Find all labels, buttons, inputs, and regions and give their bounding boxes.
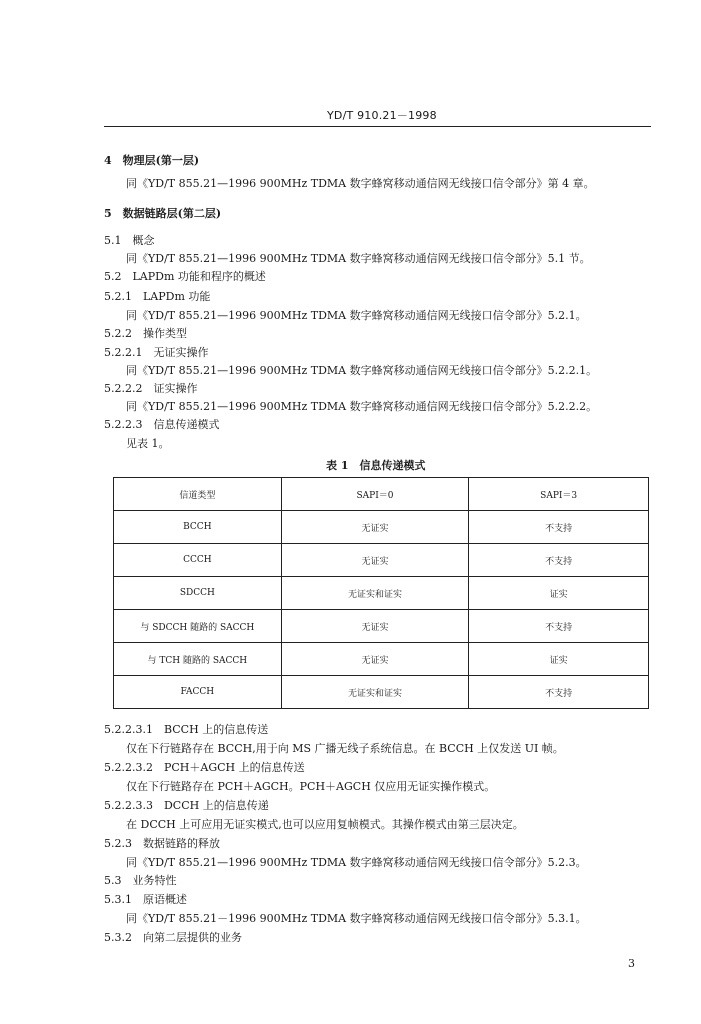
section-heading: 5.2.3 数据链路的释放 — [104, 837, 220, 850]
table-cell: 不支持 — [469, 676, 649, 709]
table-header-cell: SAPI＝0 — [281, 478, 469, 511]
paragraph: 仅在下行链路存在 PCH＋AGCH。PCH＋AGCH 仅应用无证实操作模式。 — [126, 780, 496, 793]
section-heading: 5.2.2.3.1 BCCH 上的信息传送 — [104, 723, 269, 736]
table-cell: 无证实和证实 — [281, 676, 469, 709]
paragraph: 同《YD/T 855.21—1996 900MHz TDMA 数字蜂窝移动通信网无线接口信令部分》5.2.2.2。 — [126, 400, 598, 413]
section-heading: 5.2.2.3.3 DCCH 上的信息传递 — [104, 799, 269, 812]
paragraph: 同《YD/T 855.21－1996 900MHz TDMA 数字蜂窝移动通信网无线接口信令部分》5.3.1。 — [126, 912, 587, 925]
section-heading: 5.2.2.1 无证实操作 — [104, 346, 209, 359]
section-heading: 5 数据链路层(第二层) — [104, 207, 222, 220]
table-cell: 无证实 — [281, 511, 469, 544]
table-row — [114, 643, 649, 676]
table-row — [114, 610, 649, 643]
section-heading: 5.3.1 原语概述 — [104, 893, 187, 906]
section-heading: 5.2.2.2 证实操作 — [104, 382, 198, 395]
section-heading: 5.2 LAPDm 功能和程序的概述 — [104, 270, 266, 283]
table-cell: 无证实 — [281, 544, 469, 577]
paragraph: 同《YD/T 855.21—1996 900MHz TDMA 数字蜂窝移动通信网无线接口信令部分》第 4 章。 — [126, 177, 595, 190]
table-cell: 不支持 — [469, 544, 649, 577]
table-cell: SDCCH — [114, 577, 282, 610]
section-heading: 5.2.2 操作类型 — [104, 327, 187, 340]
section-heading: 4 物理层(第一层) — [104, 154, 200, 167]
page-number: 3 — [628, 957, 635, 970]
table-cell: BCCH — [114, 511, 282, 544]
table-cell: CCCH — [114, 544, 282, 577]
section-heading: 5.3 业务特性 — [104, 874, 177, 887]
info-transfer-mode-table — [113, 477, 649, 709]
table-row — [114, 676, 649, 709]
header-rule — [104, 126, 651, 127]
paragraph: 见表 1。 — [126, 437, 170, 450]
table-cell: 证实 — [469, 643, 649, 676]
paragraph: 在 DCCH 上可应用无证实模式,也可以应用复帧模式。其操作模式由第三层决定。 — [126, 818, 524, 831]
paragraph: 同《YD/T 855.21—1996 900MHz TDMA 数字蜂窝移动通信网无线接口信令部分》5.2.3。 — [126, 856, 587, 869]
section-heading: 5.2.2.3 信息传递模式 — [104, 418, 220, 431]
table-cell: 不支持 — [469, 511, 649, 544]
table-row — [114, 544, 649, 577]
section-heading: 5.1 概念 — [104, 234, 155, 247]
table-cell: 与 TCH 随路的 SACCH — [114, 643, 282, 676]
table-caption: 表 1 信息传递模式 — [326, 459, 426, 472]
table-header-cell: SAPI＝3 — [469, 478, 649, 511]
table-header-cell: 信道类型 — [114, 478, 282, 511]
paragraph: 同《YD/T 855.21—1996 900MHz TDMA 数字蜂窝移动通信网无线接口信令部分》5.2.1。 — [126, 309, 587, 322]
table-cell: FACCH — [114, 676, 282, 709]
paragraph: 同《YD/T 855.21—1996 900MHz TDMA 数字蜂窝移动通信网无线接口信令部分》5.2.2.1。 — [126, 364, 598, 377]
paragraph: 同《YD/T 855.21—1996 900MHz TDMA 数字蜂窝移动通信网无线接口信令部分》5.1 节。 — [126, 252, 591, 265]
paragraph: 仅在下行链路存在 BCCH,用于向 MS 广播无线子系统信息。在 BCCH 上仅发送 UI 帧。 — [126, 742, 564, 755]
table-header-row — [114, 478, 649, 511]
section-heading: 5.3.2 向第二层提供的业务 — [104, 931, 242, 944]
table-row — [114, 511, 649, 544]
section-heading: 5.2.1 LAPDm 功能 — [104, 290, 211, 303]
section-heading: 5.2.2.3.2 PCH＋AGCH 上的信息传送 — [104, 761, 305, 774]
table-cell: 无证实 — [281, 610, 469, 643]
table-cell: 无证实 — [281, 643, 469, 676]
table-cell: 证实 — [469, 577, 649, 610]
table-row — [114, 577, 649, 610]
table-cell: 无证实和证实 — [281, 577, 469, 610]
document-header: YD/T 910.21－1998 — [327, 109, 437, 122]
table-cell: 不支持 — [469, 610, 649, 643]
table-cell: 与 SDCCH 随路的 SACCH — [114, 610, 282, 643]
